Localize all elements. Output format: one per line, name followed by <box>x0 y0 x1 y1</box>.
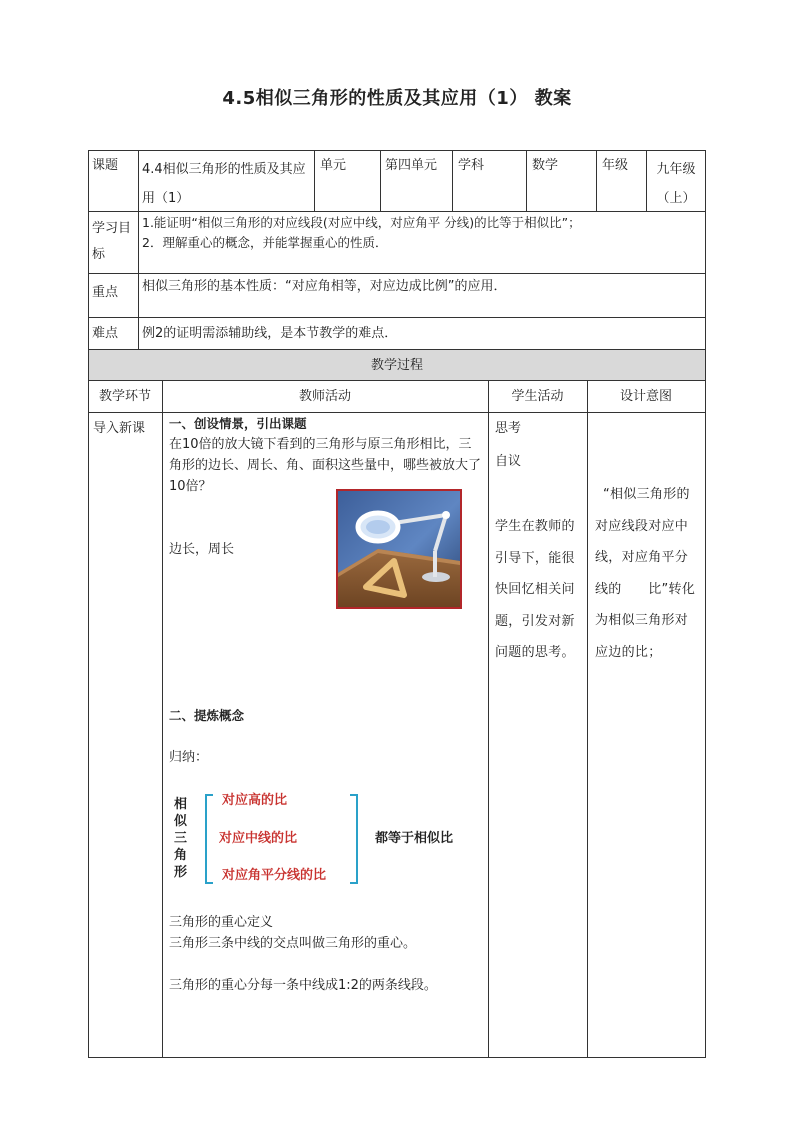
grade-label: 年级 <box>602 158 629 173</box>
diagram-left-label: 相似三角形 <box>174 797 188 880</box>
magnifier-image <box>336 489 462 609</box>
difficulty-value: 例2的证明需添辅助线，是本节教学的难点． <box>142 326 398 341</box>
diagram-item-2: 对应中线的比 <box>219 831 298 846</box>
diagram-left-bracket <box>205 794 213 884</box>
goals-line-1: 1.能证明“相似三角形的对应线段(对应中线，对应角平 分线)的比等于相似比”； <box>142 215 581 230</box>
student-line-2: 自议 <box>495 454 522 469</box>
key-points-label: 重点 <box>92 285 119 300</box>
diagram-item-3: 对应角平分线的比 <box>222 868 327 883</box>
diagram-item-1: 对应高的比 <box>222 793 288 808</box>
col-header-student: 学生活动 <box>511 389 564 404</box>
teacher-question: 在10倍的放大镜下看到的三角形与原三角形相比，三角形的边长、周长、角、面积这些量中，哪些被放大了10倍？ <box>169 437 482 494</box>
lesson-label: 课题 <box>92 158 119 173</box>
unit-value: 第四单元 <box>385 158 438 173</box>
centroid-property: 三角形的重心分每一条中线成1:2的两条线段。 <box>169 978 437 993</box>
student-line-1: 思考 <box>495 421 522 436</box>
stage-cell: 导入新课 <box>93 421 146 436</box>
page-title: 4.5相似三角形的性质及其应用（1） 教案 <box>222 88 572 109</box>
diagram-right-bracket <box>350 794 358 884</box>
diagram-right-label: 都等于相似比 <box>375 831 454 846</box>
goals-label: 学习目标 <box>92 221 132 262</box>
col-header-design: 设计意图 <box>619 389 672 404</box>
student-paragraph: 学生在教师的引导下，能很快回忆相关问题，引发对新问题的思考。 <box>495 519 575 660</box>
goals-line-2: 2．理解重心的概念，并能掌握重心的性质． <box>142 235 388 250</box>
key-points-value: 相似三角形的基本性质：“对应角相等，对应边成比例”的应用． <box>142 279 507 294</box>
teacher-heading-1: 一、创设情景，引出课题 <box>169 416 307 431</box>
process-header: 教学过程 <box>370 358 423 373</box>
grade-value: 九年级（上） <box>656 162 696 206</box>
difficulty-label: 难点 <box>92 326 119 341</box>
unit-label: 单元 <box>320 158 347 173</box>
teacher-summary: 归纳： <box>169 750 209 765</box>
design-intent: “相似三角形的对应线段对应中线，对应角平分线的 比”转化为相似三角形对应边的比； <box>595 487 696 660</box>
centroid-definition: 三角形三条中线的交点叫做三角形的重心。 <box>169 936 417 951</box>
lesson-value: 4.4相似三角形的性质及其应用（1） <box>142 162 306 206</box>
col-header-teacher: 教师活动 <box>298 389 351 404</box>
subject-value: 数学 <box>532 158 559 173</box>
magnifier-illustration <box>338 491 460 607</box>
subject-label: 学科 <box>458 158 485 173</box>
teacher-answer: 边长，周长 <box>169 542 235 557</box>
centroid-title: 三角形的重心定义 <box>169 915 274 930</box>
teacher-heading-2: 二、提炼概念 <box>169 708 245 723</box>
col-header-stage: 教学环节 <box>98 389 151 404</box>
